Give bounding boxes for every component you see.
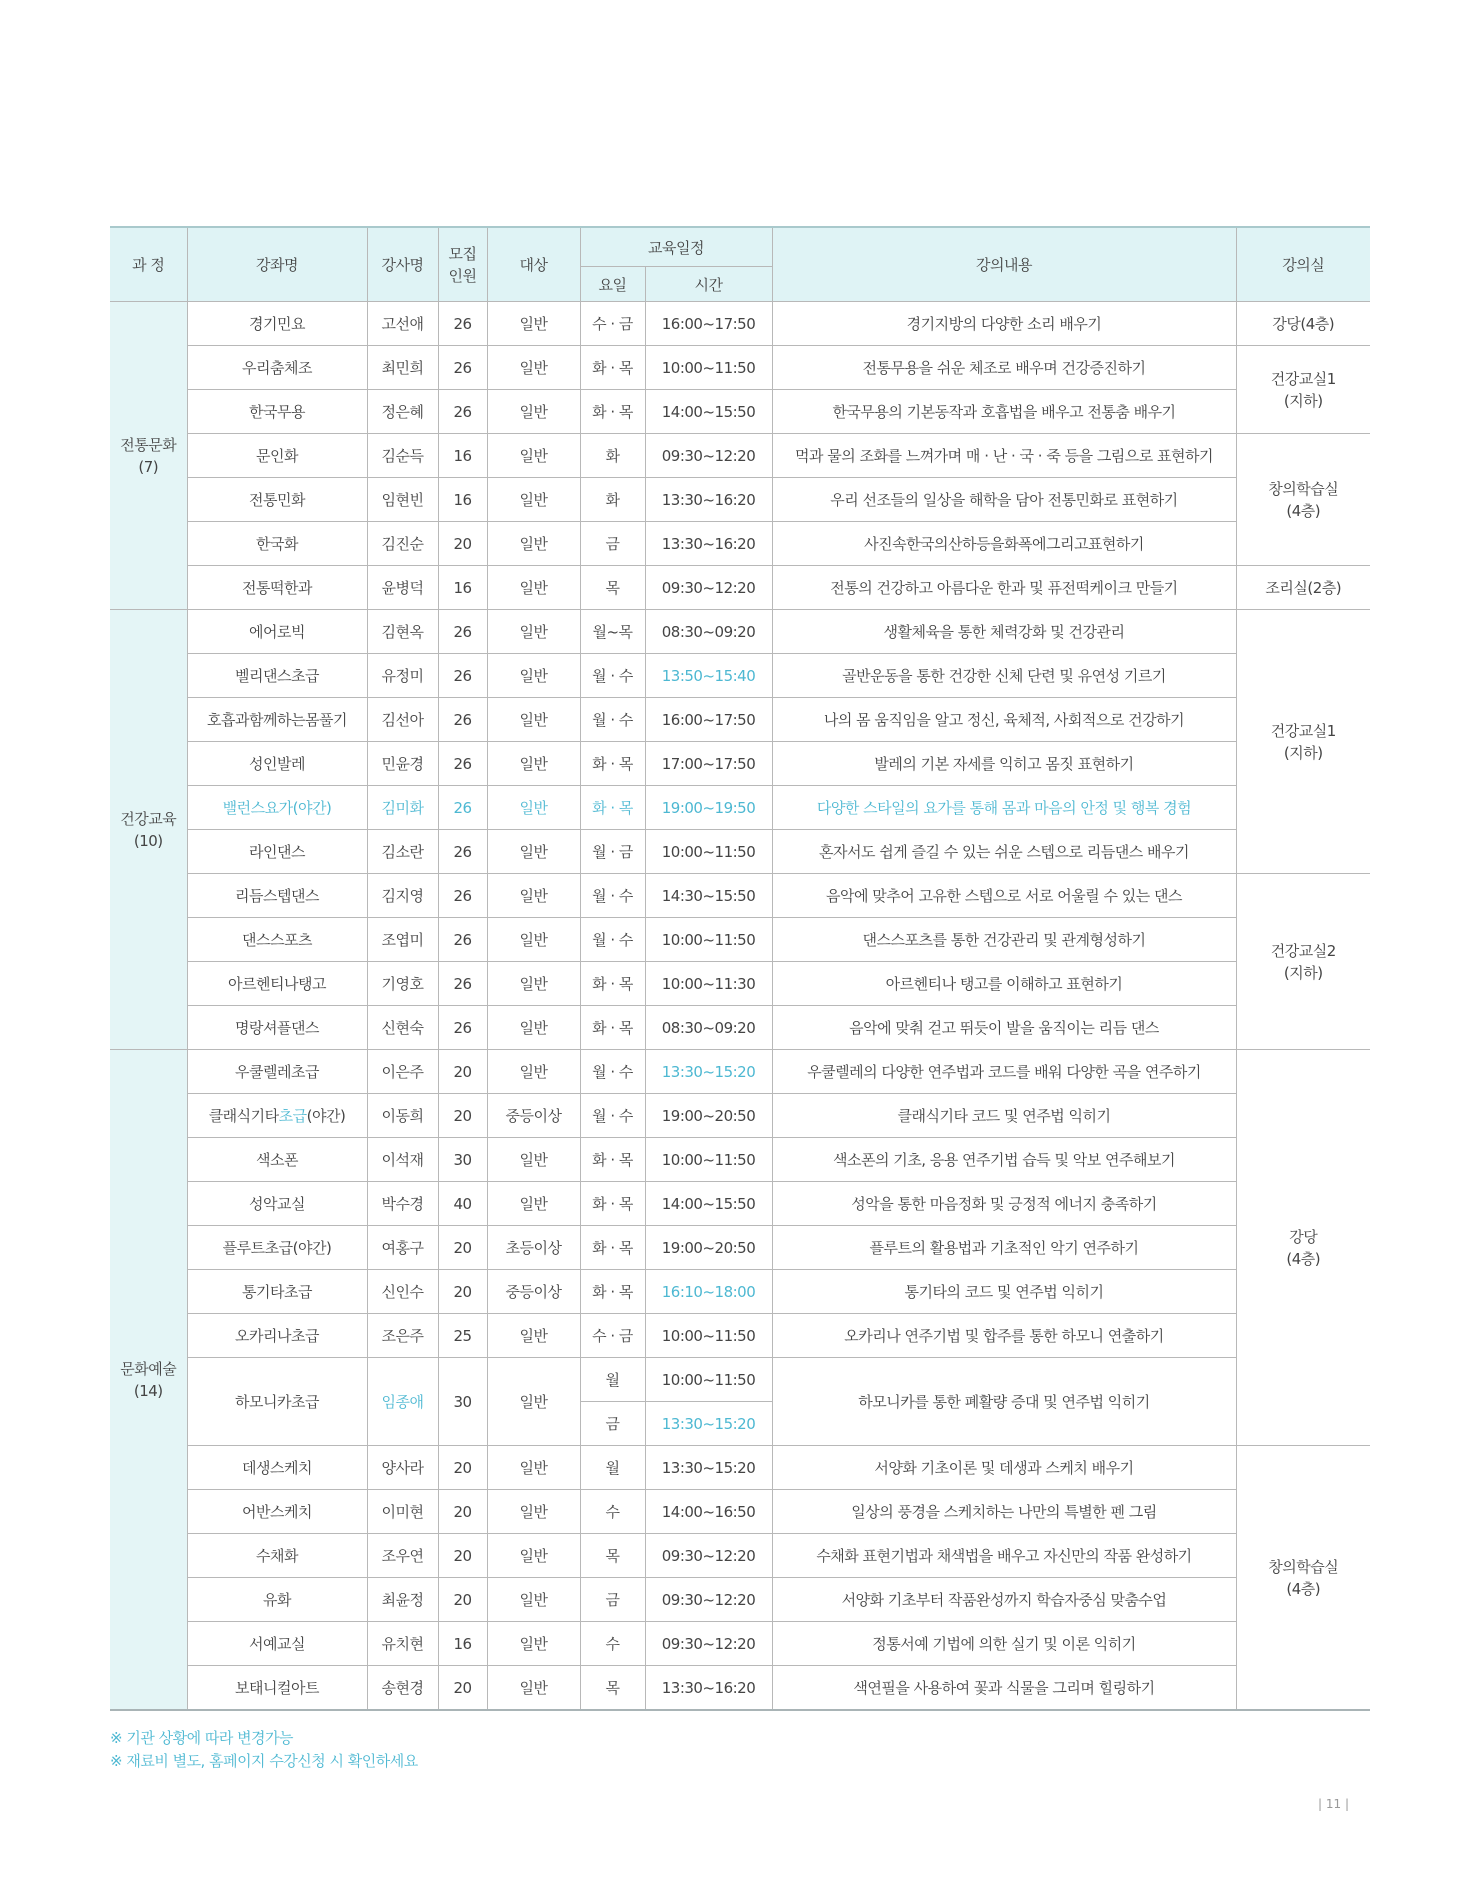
target: 일반: [487, 1314, 580, 1358]
lecture-name: 색소폰: [187, 1138, 367, 1182]
room-line2: (4층): [1286, 1249, 1321, 1268]
header-time: 시간: [645, 267, 772, 302]
header-capacity: [438, 227, 487, 302]
capacity: 26: [438, 302, 487, 346]
target: 일반: [487, 1446, 580, 1490]
lecture-name: 밸런스요가(야간): [187, 786, 367, 830]
day: 화 · 목: [580, 1138, 645, 1182]
lecture-name: 라인댄스: [187, 830, 367, 874]
capacity: 20: [438, 1578, 487, 1622]
time: 13:30~16:20: [645, 1666, 772, 1711]
lecture-content: 성악을 통한 마음정화 및 긍정적 에너지 충족하기: [772, 1182, 1236, 1226]
teacher-name: 유정미: [367, 654, 438, 698]
capacity: 30: [438, 1358, 487, 1446]
teacher-name: 김현옥: [367, 610, 438, 654]
lecture-content: 수채화 표현기법과 채색법을 배우고 자신만의 작품 완성하기: [772, 1534, 1236, 1578]
target: 일반: [487, 962, 580, 1006]
time: 10:00~11:30: [645, 962, 772, 1006]
lecture-content: 전통의 건강하고 아름다운 한과 및 퓨전떡케이크 만들기: [772, 566, 1236, 610]
lecture-name: 문인화: [187, 434, 367, 478]
table-row: [110, 1270, 1370, 1314]
time: 16:00~17:50: [645, 302, 772, 346]
lecture-name: 서예교실: [187, 1622, 367, 1666]
day: 월 · 수: [580, 874, 645, 918]
capacity: 26: [438, 654, 487, 698]
lecture-content: 발레의 기본 자세를 익히고 몸짓 표현하기: [772, 742, 1236, 786]
table-row: [110, 1446, 1370, 1490]
teacher-name: 이석재: [367, 1138, 438, 1182]
day: 화 · 목: [580, 1270, 645, 1314]
day: 월 · 수: [580, 654, 645, 698]
teacher-name: 김미화: [367, 786, 438, 830]
header-target: 대상: [487, 227, 580, 302]
time: 13:30~15:20: [645, 1402, 772, 1446]
table-row: [110, 654, 1370, 698]
lecture-content: 오카리나 연주기법 및 합주를 통한 하모니 연출하기: [772, 1314, 1236, 1358]
teacher-name: 윤병덕: [367, 566, 438, 610]
teacher-name: 유치현: [367, 1622, 438, 1666]
course-name: 건강교육: [120, 809, 177, 828]
room-line1: 건강교실2: [1270, 941, 1336, 960]
target: 일반: [487, 786, 580, 830]
capacity: 20: [438, 1446, 487, 1490]
lecture-content: 댄스스포츠를 통한 건강관리 및 관계형성하기: [772, 918, 1236, 962]
capacity: 16: [438, 1622, 487, 1666]
lecture-content: 다양한 스타일의 요가를 통해 몸과 마음의 안정 및 행복 경험: [772, 786, 1236, 830]
table-row: [110, 1358, 1370, 1402]
room-line1: 강당: [1289, 1227, 1318, 1246]
teacher-name: 김소란: [367, 830, 438, 874]
day: 금: [580, 522, 645, 566]
lecture-content: 생활체육을 통한 체력강화 및 건강관리: [772, 610, 1236, 654]
time: 19:00~20:50: [645, 1226, 772, 1270]
teacher-name: 최민희: [367, 346, 438, 390]
target: 일반: [487, 478, 580, 522]
teacher-name: 고선애: [367, 302, 438, 346]
time: 16:00~17:50: [645, 698, 772, 742]
lecture-name: 통기타초급: [187, 1270, 367, 1314]
header-capacity-line2: 인원: [448, 266, 477, 285]
target: 일반: [487, 830, 580, 874]
target: 일반: [487, 566, 580, 610]
table-row: [110, 1182, 1370, 1226]
capacity: 20: [438, 1534, 487, 1578]
capacity: 30: [438, 1138, 487, 1182]
room: [1236, 346, 1370, 434]
course-schedule-table: [110, 226, 1370, 1711]
target: 일반: [487, 1490, 580, 1534]
lecture-name: 댄스스포츠: [187, 918, 367, 962]
lecture-content: 일상의 풍경을 스케치하는 나만의 특별한 펜 그림: [772, 1490, 1236, 1534]
teacher-name: 이미현: [367, 1490, 438, 1534]
target: 일반: [487, 1182, 580, 1226]
teacher-name: 여홍구: [367, 1226, 438, 1270]
day: 목: [580, 1534, 645, 1578]
table-row: [110, 698, 1370, 742]
capacity: 16: [438, 434, 487, 478]
room-line2: (4층): [1286, 1579, 1321, 1598]
day: 월~목: [580, 610, 645, 654]
table-row: [110, 1578, 1370, 1622]
teacher-name: 김진순: [367, 522, 438, 566]
capacity: 26: [438, 786, 487, 830]
capacity: 26: [438, 610, 487, 654]
course-count: (7): [138, 457, 159, 476]
lecture-name: 우리춤체조: [187, 346, 367, 390]
capacity: 16: [438, 566, 487, 610]
capacity: 26: [438, 742, 487, 786]
target: 일반: [487, 1622, 580, 1666]
capacity: 26: [438, 962, 487, 1006]
lecture-name: 성악교실: [187, 1182, 367, 1226]
lecture-content: 음악에 맞추어 고유한 스텝으로 서로 어울릴 수 있는 댄스: [772, 874, 1236, 918]
table-row: [110, 1314, 1370, 1358]
lecture-name: 오카리나초급: [187, 1314, 367, 1358]
teacher-name: 김선아: [367, 698, 438, 742]
teacher-name: 정은혜: [367, 390, 438, 434]
header-content: 강의내용: [772, 227, 1236, 302]
lecture-name: 플루트초급(야간): [187, 1226, 367, 1270]
capacity: 25: [438, 1314, 487, 1358]
target: 일반: [487, 654, 580, 698]
lecture-content: 골반운동을 통한 건강한 신체 단련 및 유연성 기르기: [772, 654, 1236, 698]
teacher-name: 최윤정: [367, 1578, 438, 1622]
room-line1: 건강교실1: [1270, 369, 1336, 388]
lecture-content: 혼자서도 쉽게 즐길 수 있는 쉬운 스텝으로 리듬댄스 배우기: [772, 830, 1236, 874]
time: 10:00~11:50: [645, 1358, 772, 1402]
day: 화 · 목: [580, 390, 645, 434]
room-line1: 건강교실1: [1270, 721, 1336, 740]
time: 14:30~15:50: [645, 874, 772, 918]
time: 16:10~18:00: [645, 1270, 772, 1314]
lecture-name: 수채화: [187, 1534, 367, 1578]
day: 화 · 목: [580, 962, 645, 1006]
capacity: 26: [438, 830, 487, 874]
header-course: 과 정: [110, 227, 187, 302]
capacity: 20: [438, 1490, 487, 1534]
time: 09:30~12:20: [645, 434, 772, 478]
lecture-content: 한국무용의 기본동작과 호흡법을 배우고 전통춤 배우기: [772, 390, 1236, 434]
time: 14:00~16:50: [645, 1490, 772, 1534]
header-schedule: 교육일정: [580, 227, 772, 267]
time: 09:30~12:20: [645, 1534, 772, 1578]
lecture-content: 통기타의 코드 및 연주법 익히기: [772, 1270, 1236, 1314]
day: 월: [580, 1358, 645, 1402]
time: 10:00~11:50: [645, 1138, 772, 1182]
lecture-name: 에어로빅: [187, 610, 367, 654]
course-group-arts: [110, 1050, 187, 1711]
lecture-content: 색소폰의 기초, 응용 연주기법 습득 및 악보 연주해보기: [772, 1138, 1236, 1182]
lecture-content: 클래식기타 코드 및 연주법 익히기: [772, 1094, 1236, 1138]
header-day: 요일: [580, 267, 645, 302]
day: 화: [580, 478, 645, 522]
lecture-content: 서양화 기초이론 및 데생과 스케치 배우기: [772, 1446, 1236, 1490]
time: 09:30~12:20: [645, 566, 772, 610]
time: 10:00~11:50: [645, 346, 772, 390]
lecture-name: 명랑셔플댄스: [187, 1006, 367, 1050]
day: 월 · 수: [580, 918, 645, 962]
time: 14:00~15:50: [645, 1182, 772, 1226]
capacity: 20: [438, 1050, 487, 1094]
table-row: [110, 1666, 1370, 1711]
table-row: [110, 478, 1370, 522]
teacher-name: 임종애: [367, 1358, 438, 1446]
page-number: | 11 |: [1318, 1797, 1349, 1811]
table-row: [110, 962, 1370, 1006]
room: [1236, 610, 1370, 874]
teacher-name: 송현경: [367, 1666, 438, 1711]
day: 월 · 수: [580, 1050, 645, 1094]
course-group-traditional: [110, 302, 187, 610]
header-lecture: 강좌명: [187, 227, 367, 302]
lecture-content: 정통서예 기법에 의한 실기 및 이론 익히기: [772, 1622, 1236, 1666]
target: 일반: [487, 1138, 580, 1182]
room: 조리실(2층): [1236, 566, 1370, 610]
teacher-name: 신현숙: [367, 1006, 438, 1050]
room: [1236, 434, 1370, 566]
day: 목: [580, 566, 645, 610]
lecture-content: 아르헨티나 탱고를 이해하고 표현하기: [772, 962, 1236, 1006]
target: 일반: [487, 1050, 580, 1094]
lecture-content: 전통무용을 쉬운 체조로 배우며 건강증진하기: [772, 346, 1236, 390]
room-line1: 창의학습실: [1268, 1557, 1339, 1576]
day: 금: [580, 1578, 645, 1622]
target: 일반: [487, 918, 580, 962]
table-row: [110, 1534, 1370, 1578]
header-capacity-line1: 모집: [448, 244, 477, 263]
target: 중등이상: [487, 1270, 580, 1314]
lecture-name: 호흡과함께하는몸풀기: [187, 698, 367, 742]
time: 10:00~11:50: [645, 1314, 772, 1358]
lecture-content: 나의 몸 움직임을 알고 정신, 육체적, 사회적으로 건강하기: [772, 698, 1236, 742]
notes: [110, 1727, 418, 1773]
teacher-name: 조우연: [367, 1534, 438, 1578]
lecture-name: 한국무용: [187, 390, 367, 434]
course-name: 문화예술: [120, 1359, 177, 1378]
lecture-name: 우쿨렐레초급: [187, 1050, 367, 1094]
capacity: 40: [438, 1182, 487, 1226]
capacity: 26: [438, 1006, 487, 1050]
room: [1236, 1050, 1370, 1446]
room: 강당(4층): [1236, 302, 1370, 346]
lecture-name: 성인발레: [187, 742, 367, 786]
capacity: 20: [438, 1094, 487, 1138]
teacher-name: 김지영: [367, 874, 438, 918]
table-row: [110, 918, 1370, 962]
lecture-name: 한국화: [187, 522, 367, 566]
day: 화 · 목: [580, 1006, 645, 1050]
time: 19:00~19:50: [645, 786, 772, 830]
time: 08:30~09:20: [645, 610, 772, 654]
day: 월: [580, 1446, 645, 1490]
capacity: 20: [438, 1666, 487, 1711]
target: 일반: [487, 874, 580, 918]
room-line2: (지하): [1283, 391, 1323, 410]
teacher-name: 이은주: [367, 1050, 438, 1094]
lecture-name: 경기민요: [187, 302, 367, 346]
table-row: [110, 1226, 1370, 1270]
capacity: 26: [438, 390, 487, 434]
day: 수: [580, 1622, 645, 1666]
teacher-name: 민윤경: [367, 742, 438, 786]
day: 목: [580, 1666, 645, 1711]
target: 초등이상: [487, 1226, 580, 1270]
lecture-content: 색연필을 사용하여 꽃과 식물을 그리며 힐링하기: [772, 1666, 1236, 1711]
day: 화 · 목: [580, 742, 645, 786]
lecture-name: 벨리댄스초급: [187, 654, 367, 698]
lecture-content: 음악에 맞춰 걷고 뛰듯이 발을 움직이는 리듬 댄스: [772, 1006, 1236, 1050]
time: 10:00~11:50: [645, 918, 772, 962]
lecture-content: 먹과 물의 조화를 느껴가며 매 · 난 · 국 · 죽 등을 그림으로 표현하기: [772, 434, 1236, 478]
lecture-content: 경기지방의 다양한 소리 배우기: [772, 302, 1236, 346]
table-row: [110, 1490, 1370, 1534]
target: 일반: [487, 1534, 580, 1578]
table-row: [110, 874, 1370, 918]
day: 수: [580, 1490, 645, 1534]
table-row: [110, 1006, 1370, 1050]
course-count: (10): [133, 831, 163, 850]
room-line2: (4층): [1286, 501, 1321, 520]
table-row: [110, 610, 1370, 654]
time: 09:30~12:20: [645, 1622, 772, 1666]
target: 중등이상: [487, 1094, 580, 1138]
header-room: 강의실: [1236, 227, 1370, 302]
day: 월 · 금: [580, 830, 645, 874]
table-row: [110, 302, 1370, 346]
target: 일반: [487, 302, 580, 346]
lecture-name: 전통민화: [187, 478, 367, 522]
table-row: [110, 390, 1370, 434]
capacity: 26: [438, 918, 487, 962]
day: 금: [580, 1402, 645, 1446]
capacity: 16: [438, 478, 487, 522]
target: 일반: [487, 610, 580, 654]
day: 화 · 목: [580, 346, 645, 390]
lecture-name-suffix: (야간): [306, 1107, 346, 1125]
lecture-name: 어반스케치: [187, 1490, 367, 1534]
capacity: 26: [438, 698, 487, 742]
note-item: ※ 재료비 별도, 홈페이지 수강신청 시 확인하세요: [110, 1752, 418, 1770]
course-count: (14): [133, 1381, 163, 1400]
time: 14:00~15:50: [645, 390, 772, 434]
table-row: [110, 786, 1370, 830]
day: 화 · 목: [580, 1226, 645, 1270]
teacher-name: 신인수: [367, 1270, 438, 1314]
teacher-name: 조엽미: [367, 918, 438, 962]
target: 일반: [487, 522, 580, 566]
target: 일반: [487, 434, 580, 478]
day: 월 · 수: [580, 698, 645, 742]
header-teacher: 강사명: [367, 227, 438, 302]
course-name: 전통문화: [120, 435, 177, 454]
time: 09:30~12:20: [645, 1578, 772, 1622]
room: [1236, 1446, 1370, 1711]
teacher-name: 기영호: [367, 962, 438, 1006]
lecture-name: 아르헨티나탱고: [187, 962, 367, 1006]
table-row: [110, 566, 1370, 610]
target: 일반: [487, 698, 580, 742]
table-row: [110, 1138, 1370, 1182]
note-item: ※ 기관 상황에 따라 변경가능: [110, 1729, 294, 1747]
target: 일반: [487, 1578, 580, 1622]
course-group-health: [110, 610, 187, 1050]
lecture-name: 보태니컬아트: [187, 1666, 367, 1711]
lecture-name: 리듬스텝댄스: [187, 874, 367, 918]
room-line2: (지하): [1283, 963, 1323, 982]
table-row: [110, 1094, 1370, 1138]
time: 13:30~15:20: [645, 1050, 772, 1094]
teacher-name: 조은주: [367, 1314, 438, 1358]
target: 일반: [487, 1358, 580, 1446]
table-row: [110, 346, 1370, 390]
day: 화 · 목: [580, 1182, 645, 1226]
table-row: [110, 1622, 1370, 1666]
lecture-name: 전통떡한과: [187, 566, 367, 610]
lecture-name: [187, 1094, 367, 1138]
time: 13:30~16:20: [645, 478, 772, 522]
day: 화: [580, 434, 645, 478]
teacher-name: 양사라: [367, 1446, 438, 1490]
target: 일반: [487, 1006, 580, 1050]
target: 일반: [487, 742, 580, 786]
table-row: [110, 742, 1370, 786]
lecture-content: 하모니카를 통한 폐활량 증대 및 연주법 익히기: [772, 1358, 1236, 1446]
table-row: [110, 830, 1370, 874]
teacher-name: 박수경: [367, 1182, 438, 1226]
time: 13:30~15:20: [645, 1446, 772, 1490]
teacher-name: 이동희: [367, 1094, 438, 1138]
lecture-name: 하모니카초급: [187, 1358, 367, 1446]
day: 화 · 목: [580, 786, 645, 830]
lecture-name: 유화: [187, 1578, 367, 1622]
lecture-content: 우리 선조들의 일상을 해학을 담아 전통민화로 표현하기: [772, 478, 1236, 522]
lecture-name: 데생스케치: [187, 1446, 367, 1490]
time: 17:00~17:50: [645, 742, 772, 786]
room-line2: (지하): [1283, 743, 1323, 762]
teacher-name: 김순득: [367, 434, 438, 478]
capacity: 20: [438, 522, 487, 566]
target: 일반: [487, 346, 580, 390]
room-line1: 창의학습실: [1268, 479, 1339, 498]
lecture-name-highlight: 초급: [278, 1107, 307, 1125]
room: [1236, 874, 1370, 1050]
capacity: 20: [438, 1270, 487, 1314]
target: 일반: [487, 390, 580, 434]
time: 10:00~11:50: [645, 830, 772, 874]
teacher-name: 임현빈: [367, 478, 438, 522]
table-row: [110, 522, 1370, 566]
capacity: 20: [438, 1226, 487, 1270]
lecture-name-prefix: 클래식기타: [208, 1107, 279, 1125]
day: 수 · 금: [580, 1314, 645, 1358]
lecture-content: 서양화 기초부터 작품완성까지 학습자중심 맞춤수업: [772, 1578, 1236, 1622]
lecture-content: 사진속한국의산하등을화폭에그리고표현하기: [772, 522, 1236, 566]
time: 19:00~20:50: [645, 1094, 772, 1138]
time: 13:30~16:20: [645, 522, 772, 566]
table-row: [110, 1050, 1370, 1094]
day: 월 · 수: [580, 1094, 645, 1138]
lecture-content: 플루트의 활용법과 기초적인 악기 연주하기: [772, 1226, 1236, 1270]
capacity: 26: [438, 346, 487, 390]
capacity: 26: [438, 874, 487, 918]
table-row: [110, 434, 1370, 478]
lecture-content: 우쿨렐레의 다양한 연주법과 코드를 배워 다양한 곡을 연주하기: [772, 1050, 1236, 1094]
time: 13:50~15:40: [645, 654, 772, 698]
target: 일반: [487, 1666, 580, 1711]
time: 08:30~09:20: [645, 1006, 772, 1050]
day: 수 · 금: [580, 302, 645, 346]
